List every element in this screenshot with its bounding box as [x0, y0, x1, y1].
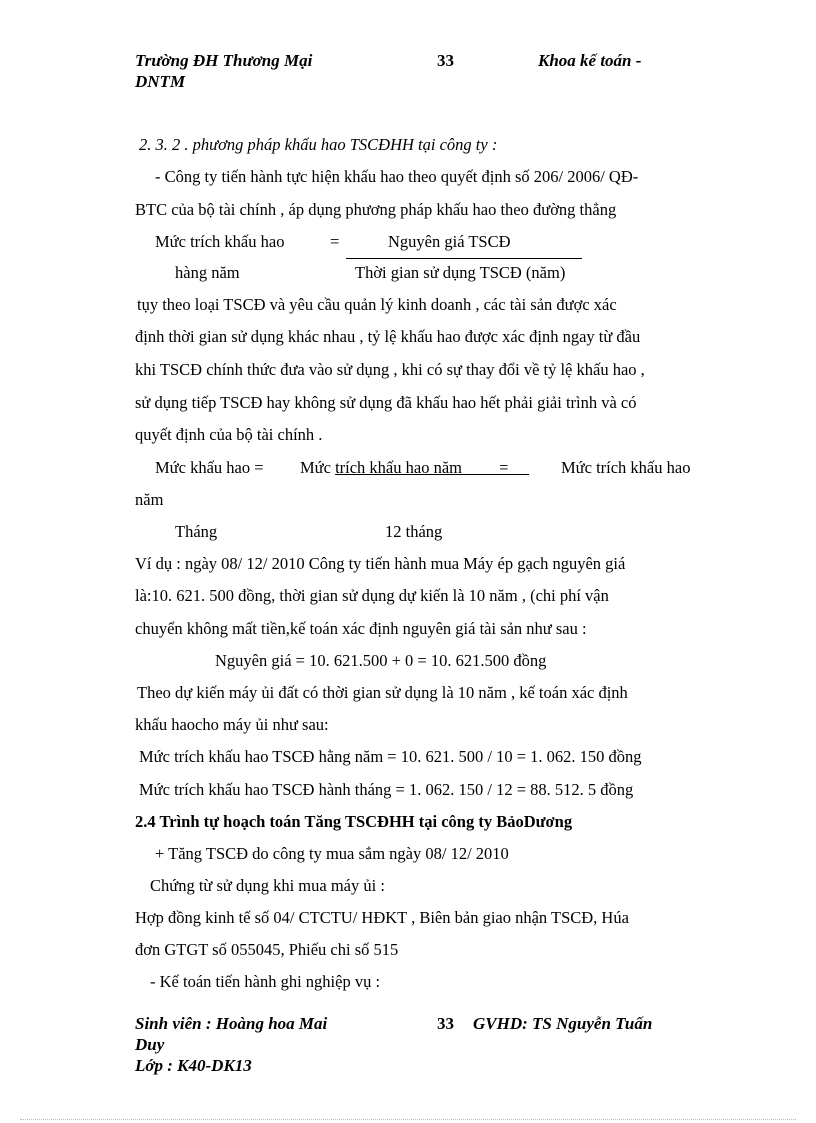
paragraph-2-line-5: quyết định của bộ tài chính . — [135, 425, 323, 444]
formula-2-wrap: năm — [135, 490, 164, 509]
paragraph-3-line-1: Theo dự kiến máy ủi đất có thời gian sử dụng là 10 năm , kế toán xác định — [137, 683, 628, 702]
paragraph-1-line-2: BTC của bộ tài chính , áp dụng phương pháp khấu hao theo đường thẳng — [135, 200, 617, 219]
example-line-1: Ví dụ : ngày 08/ 12/ 2010 Công ty tiến hành mua Máy ép gạch nguyên giá — [135, 554, 626, 573]
formula-1-numerator: Nguyên giá TSCĐ — [388, 232, 511, 251]
section-24-docs-intro: Chứng từ sử dụng khi mua máy ủi : — [150, 876, 385, 895]
formula-2-middle-prefix: Mức — [300, 458, 336, 477]
section-24-item-1: + Tăng TSCĐ do công ty mua sắm ngày 08/ 12/ 2010 — [155, 844, 509, 863]
section-24-title: 2.4 Trình tự hoạch toán Tăng TSCĐHH tại công ty BảoDương — [135, 812, 573, 831]
example-line-3: chuyển không mất tiền,kế toán xác định nguyên giá tài sản như sau : — [135, 619, 587, 638]
section-24-docs-line-1: Hợp đồng kinh tế số 04/ CTCTU/ HĐKT , Biên bản giao nhận TSCĐ, Húa — [135, 908, 629, 927]
footer-page-number: 33 — [437, 1014, 454, 1033]
formula-2-bottom-mid: 12 tháng — [385, 522, 443, 541]
footer-student-cont: Duy — [135, 1035, 165, 1054]
formula-1-fraction-bar — [346, 258, 582, 259]
section-24-docs-line-2: đơn GTGT số 055045, Phiếu chi số 515 — [135, 940, 399, 959]
formula-2-middle — [300, 458, 529, 478]
header-department: Khoa kế toán - — [538, 51, 642, 70]
footer-student: Sinh viên : Hoàng hoa Mai — [135, 1014, 328, 1033]
page-bottom-border — [20, 1119, 796, 1120]
formula-1-label-bottom: hàng năm — [175, 263, 240, 282]
header-page-number: 33 — [437, 51, 454, 70]
formula-1-equals: = — [330, 232, 340, 251]
calc-yearly: Mức trích khấu hao TSCĐ hằng năm = 10. 621. 500 / 10 = 1. 062. 150 đồng — [139, 747, 642, 766]
header-school: Trường ĐH Thương Mại — [135, 51, 313, 70]
formula-1-denominator: Thời gian sử dụng TSCĐ (năm) — [355, 263, 566, 282]
paragraph-2-line-2: định thời gian sử dụng khác nhau , tỷ lệ khấu hao được xác định ngay từ đầu — [135, 327, 641, 346]
paragraph-1-line-1: - Công ty tiến hành tực hiện khấu hao theo quyết định số 206/ 2006/ QĐ- — [155, 167, 639, 186]
paragraph-2-line-3: khi TSCĐ chính thức đưa vào sử dụng , khi có sự thay đổi về tỷ lệ khấu hao , — [135, 360, 645, 379]
formula-2-middle-underlined: trích khấu hao năm = — [335, 458, 530, 477]
formula-1-label-top: Mức trích khấu hao — [155, 232, 285, 251]
section-24-entry: - Kế toán tiến hành ghi nghiệp vụ : — [150, 972, 381, 991]
calc-monthly: Mức trích khấu hao TSCĐ hành tháng = 1. 062. 150 / 12 = 88. 512. 5 đồng — [139, 780, 634, 799]
footer-advisor: GVHD: TS Nguyễn Tuấn — [473, 1014, 653, 1033]
formula-2-bottom-left: Tháng — [175, 522, 218, 541]
paragraph-2-line-4: sử dụng tiếp TSCĐ hay không sử dụng đã khấu hao hết phải giải trình và có — [135, 393, 637, 412]
paragraph-2-line-1: tụy theo loại TSCĐ và yêu cầu quản lý kinh doanh , các tài sản được xác — [137, 295, 617, 314]
formula-2-lhs: Mức khấu hao = — [155, 458, 264, 477]
formula-2-rhs: Mức trích khấu hao — [561, 458, 691, 477]
header-school-cont: DNTM — [135, 72, 186, 91]
example-line-2: là:10. 621. 500 đồng, thời gian sử dụng dự kiến là 10 năm , (chi phí vận — [135, 586, 609, 605]
footer-class: Lớp : K40-DK13 — [135, 1056, 252, 1075]
section-232-title: 2. 3. 2 . phương pháp khấu hao TSCĐHH tại công ty : — [139, 135, 498, 154]
nguyen-gia-formula: Nguyên giá = 10. 621.500 + 0 = 10. 621.500 đồng — [215, 651, 547, 670]
paragraph-3-line-2: khấu haocho máy ủi như sau: — [135, 715, 329, 734]
